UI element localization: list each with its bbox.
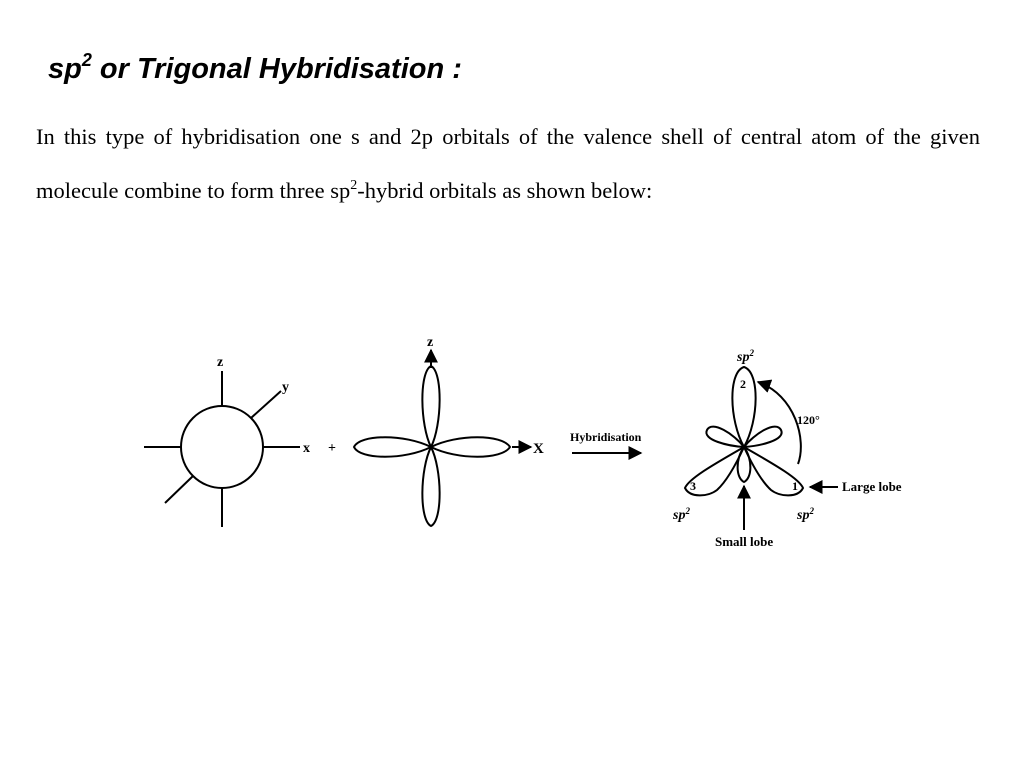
pz-upper-lobe [422,366,439,447]
s-z-label: z [217,355,224,370]
hybrid-small-lobe-bottom [738,447,751,482]
title-superscript: 2 [81,50,92,70]
hybrid-right-label: $sp^2$ [797,506,814,523]
hybrid-left-sup: 2 [685,506,690,516]
hybridisation-diagram [0,320,1024,560]
s-orbital-circle [181,406,263,488]
s-y-label: y [282,380,289,395]
hybrid-top-label: $sp^2$ [737,348,754,365]
angle-arc [758,382,801,464]
body-paragraph [36,110,980,218]
large-lobe-label: Large lobe [842,479,902,494]
p-z-label: z [427,335,434,350]
title-sp: sp [48,53,82,85]
hybrid-left-label: $sp^2$ [673,506,690,523]
pz-lower-lobe [422,447,439,526]
s-y-axis-down [165,476,193,503]
p-x-label: X [533,441,544,457]
slide-title [48,50,462,86]
hybridisation-label: Hybridisation [570,430,642,444]
paragraph-part2: -hybrid orbitals as shown below: [357,178,653,203]
small-lobe-label: Small lobe [715,534,774,549]
title-rest: or Trigonal Hybridisation : [91,53,462,85]
sp2-hybrid-diagram [685,367,838,530]
lobe-number-2: 2 [740,377,746,391]
s-orbital-diagram [144,371,300,527]
p-orbitals-diagram [354,350,531,526]
paragraph-superscript: 2 [350,178,358,193]
angle-label: 120° [797,413,820,427]
s-x-label: x [303,441,310,456]
px-left-lobe [354,437,431,457]
lobe-number-1: 1 [792,479,798,493]
lobe-number-3: 3 [690,479,696,493]
plus-sign: + [328,441,336,456]
s-y-axis-up [251,391,281,418]
hybrid-top-sup: 2 [749,348,754,358]
hybrid-right-sup: 2 [809,506,814,516]
paragraph-part1: In this type of hybridisation one s and 2p orbitals of the valence shell of central atom of the given molecule combine to form three sp [36,124,980,203]
px-right-lobe [431,437,510,457]
